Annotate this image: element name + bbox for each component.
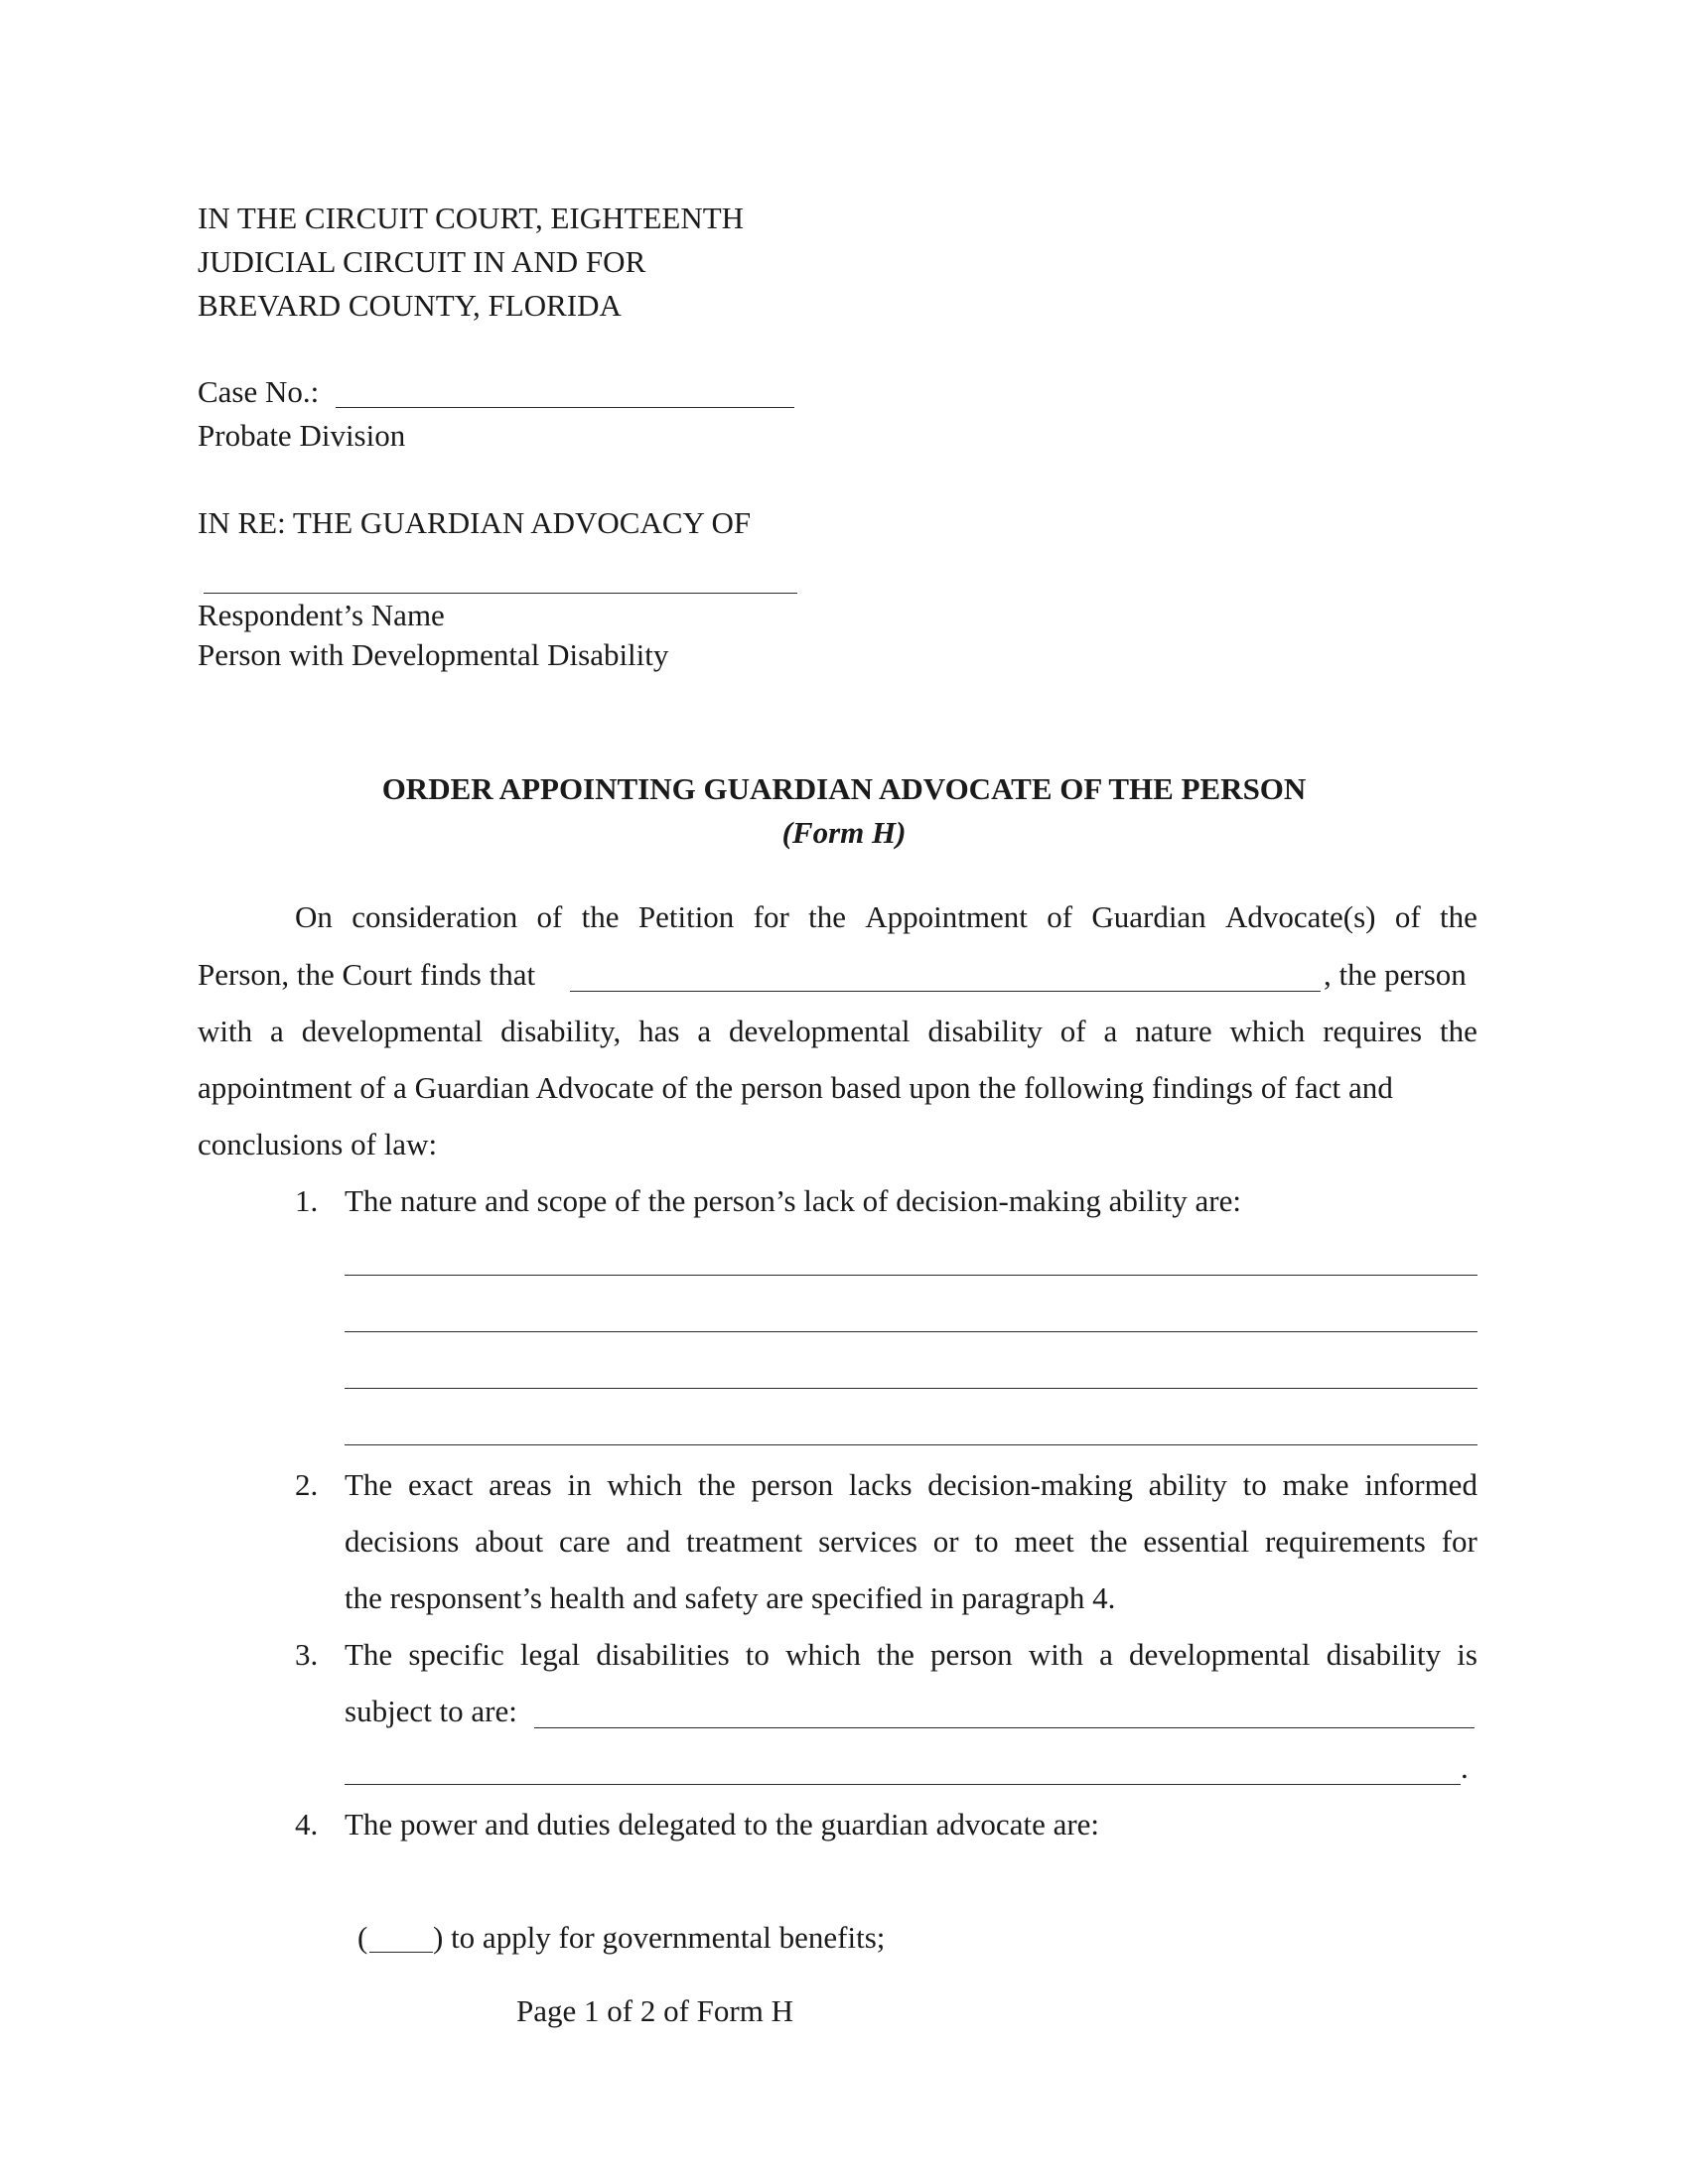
item-2-line-1-word: in — [567, 1467, 592, 1502]
in-re-heading: IN RE: THE GUARDIAN ADVOCACY OF — [198, 505, 752, 540]
item-3-line-1-word: developmental — [1129, 1637, 1311, 1672]
intro-line-3-word: disability — [927, 1014, 1043, 1048]
court-name-line-3: BREVARD COUNTY, FLORIDA — [198, 288, 622, 323]
intro-line-3-word: disability, — [500, 1014, 622, 1048]
page-number-footer: Page 1 of 2 of Form H — [516, 1993, 793, 2028]
item-2-line-1-word: to — [1242, 1467, 1267, 1502]
intro-line-3-word: requires — [1323, 1014, 1423, 1048]
item-3-line-1 — [345, 1633, 1477, 1677]
item-2-line-2-word: treatment — [686, 1524, 803, 1559]
item-1-answer-line-1[interactable] — [345, 1275, 1477, 1276]
item-3-number: 3. — [295, 1637, 319, 1672]
order-title: ORDER APPOINTING GUARDIAN ADVOCATE OF THE PERSON — [381, 771, 1307, 806]
intro-line-3-word: the — [1439, 1014, 1477, 1048]
item-2-line-2-word: the — [1089, 1524, 1128, 1559]
item-2-line-2-word: and — [626, 1524, 671, 1559]
division-label: Probate Division — [198, 418, 406, 453]
item-4-number: 4. — [295, 1807, 319, 1842]
item-2-line-1-word: make — [1282, 1467, 1349, 1502]
item-3-line-1-word: to — [745, 1637, 770, 1672]
item-3-end-period: . — [1461, 1750, 1469, 1785]
intro-line-3-word: a — [697, 1014, 712, 1048]
item-2-line-1-word: lacks — [848, 1467, 913, 1502]
item-2-line-2-word: meet — [1014, 1524, 1074, 1559]
intro-line-3-word: a — [270, 1014, 284, 1048]
intro-line-3-word: with — [198, 1014, 253, 1048]
power-1-text: ) to apply for governmental benefits; — [433, 1920, 886, 1955]
intro-line-1-word: Advocate(s) — [1225, 899, 1376, 934]
intro-line-1-word: consideration — [352, 899, 518, 934]
intro-line-1-word: of — [1047, 899, 1073, 934]
intro-line-3 — [198, 1010, 1477, 1053]
item-2-line-2-word: care — [559, 1524, 611, 1559]
intro-line-1-word: for — [753, 899, 789, 934]
item-4-text: The power and duties delegated to the guardian advocate are: — [345, 1807, 1100, 1842]
intro-line-1-word: the — [808, 899, 846, 934]
item-2-line-1-word: The — [345, 1467, 393, 1502]
item-1-answer-line-3[interactable] — [345, 1388, 1477, 1389]
item-2-line-1-word: exact — [407, 1467, 474, 1502]
item-2-line-2-word: requirements — [1264, 1524, 1426, 1559]
item-2-number: 2. — [295, 1467, 319, 1502]
intro-line-1-word: the — [581, 899, 620, 934]
intro-line-1-word: the — [1439, 899, 1477, 934]
court-name-line-1: IN THE CIRCUIT COURT, EIGHTEENTH — [198, 201, 745, 235]
court-name-line-2: JUDICIAL CIRCUIT IN AND FOR — [198, 244, 646, 279]
item-3-line-1-word: person — [930, 1637, 1013, 1672]
item-2-line-1-word: the — [697, 1467, 736, 1502]
intro-line-3-word: developmental — [729, 1014, 911, 1048]
power-1-open-paren: ( — [357, 1920, 368, 1955]
item-3-line-1-word: The — [345, 1637, 393, 1672]
item-2-line-1-word: informed — [1364, 1467, 1477, 1502]
item-2-line-1-word: ability — [1148, 1467, 1227, 1502]
item-3-line-1-word: legal — [519, 1637, 581, 1672]
item-1-number: 1. — [295, 1183, 319, 1218]
item-3-line-1-word: disability — [1326, 1637, 1442, 1672]
item-2-line-2-word: decisions — [345, 1524, 460, 1559]
intro-line-3-word: which — [1229, 1014, 1306, 1048]
intro-line-3-word: of — [1059, 1014, 1086, 1048]
item-2-line-1-word: person — [751, 1467, 834, 1502]
intro-line-1 — [295, 895, 1477, 939]
intro-line-2-end: , the person — [1324, 957, 1467, 992]
intro-line-5: conclusions of law: — [198, 1127, 438, 1161]
power-1-checkbox-blank[interactable] — [369, 1952, 433, 1953]
intro-line-1-word: Guardian — [1091, 899, 1206, 934]
item-1-answer-line-4[interactable] — [345, 1444, 1477, 1445]
item-2-line-1-word: which — [607, 1467, 683, 1502]
item-2-line-2-word: services — [818, 1524, 917, 1559]
item-3-line-2: subject to are: — [345, 1694, 517, 1728]
form-label: (Form H) — [781, 815, 907, 850]
item-3-line-1-word: the — [877, 1637, 914, 1672]
item-2-line-2-word: about — [475, 1524, 544, 1559]
case-number-field[interactable] — [336, 407, 794, 408]
respondent-subtitle: Person with Developmental Disability — [198, 637, 669, 672]
intro-line-4: appointment of a Guardian Advocate of the person based upon the following findings of fact and — [198, 1070, 1393, 1105]
item-3-line-1-word: disabilities — [596, 1637, 730, 1672]
item-2-line-2-word: essential — [1143, 1524, 1250, 1559]
respondent-name-label: Respondent’s Name — [198, 598, 445, 632]
intro-line-1-word: On — [295, 899, 333, 934]
item-2-line-1 — [345, 1463, 1477, 1507]
item-3-line-1-word: which — [785, 1637, 861, 1672]
intro-line-1-word: of — [536, 899, 563, 934]
item-2-line-1-word: decision-making — [927, 1467, 1133, 1502]
item-3-line-1-word: a — [1099, 1637, 1113, 1672]
item-2-line-2 — [345, 1520, 1477, 1564]
item-2-line-2-word: to — [974, 1524, 999, 1559]
legal-disabilities-field-2[interactable] — [345, 1784, 1461, 1785]
item-2-line-2-word: for — [1441, 1524, 1477, 1559]
respondent-findings-name-field[interactable] — [570, 991, 1321, 992]
item-2-line-3: the responsent’s health and safety are specified in paragraph 4. — [345, 1580, 1116, 1615]
item-3-line-1-word: is — [1457, 1637, 1477, 1672]
item-2-line-1-word: areas — [489, 1467, 552, 1502]
intro-line-1-word: Petition — [637, 899, 735, 934]
intro-line-3-word: has — [638, 1014, 680, 1048]
item-3-line-1-word: specific — [408, 1637, 504, 1672]
intro-line-3-word: developmental — [301, 1014, 484, 1048]
intro-line-3-word: a — [1103, 1014, 1118, 1048]
case-number-label: Case No.: — [198, 374, 320, 409]
item-2-line-2-word: or — [932, 1524, 959, 1559]
intro-line-1-word: Appointment — [865, 899, 1028, 934]
legal-disabilities-field-1[interactable] — [534, 1727, 1475, 1728]
item-1-answer-line-2[interactable] — [345, 1331, 1477, 1332]
intro-line-3-word: nature — [1135, 1014, 1212, 1048]
item-1-text: The nature and scope of the person’s lack of decision-making ability are: — [345, 1183, 1241, 1218]
item-3-line-1-word: with — [1028, 1637, 1083, 1672]
intro-line-2-start: Person, the Court finds that — [198, 957, 536, 992]
intro-line-1-word: of — [1394, 899, 1421, 934]
